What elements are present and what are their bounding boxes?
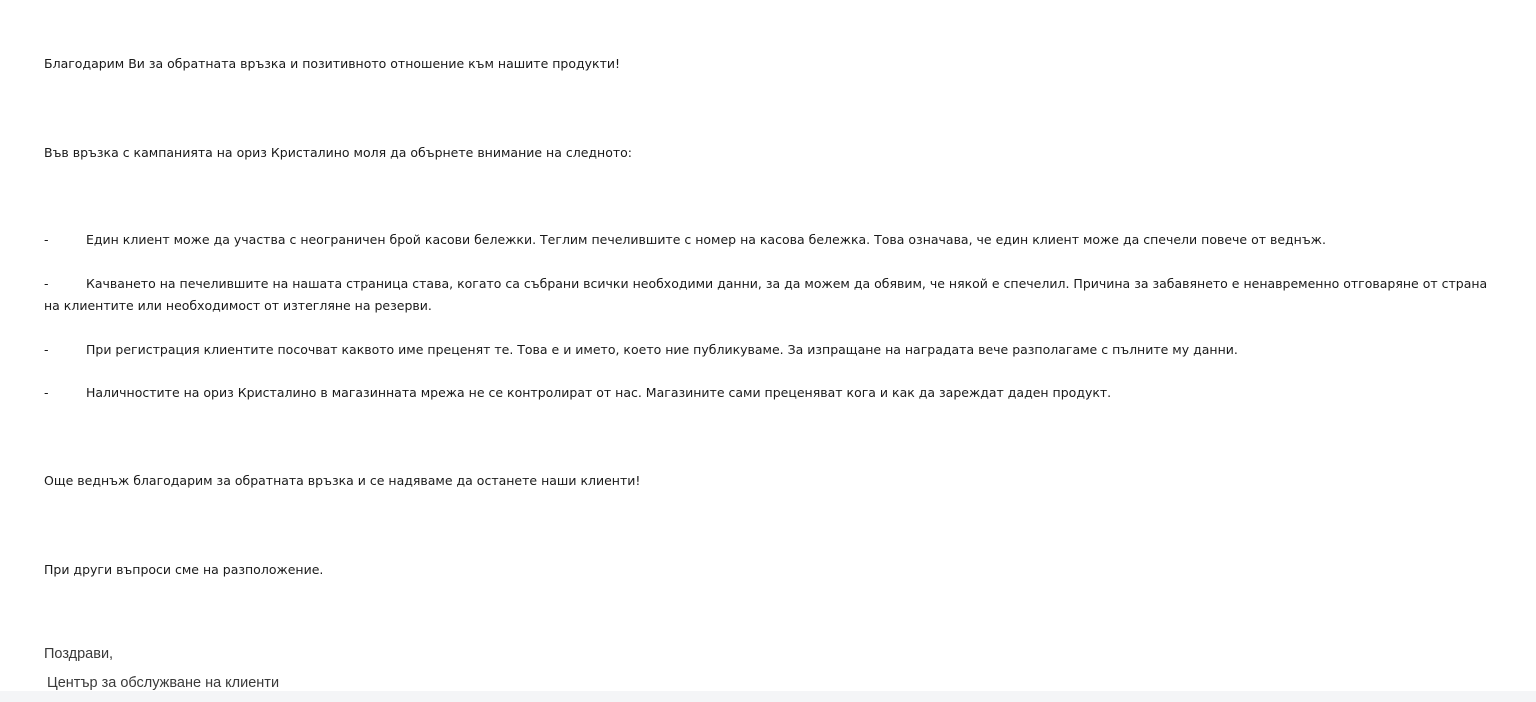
bullet-item — [44, 339, 1504, 361]
bullet-item — [44, 382, 1504, 404]
thanks-again-paragraph: Още веднъж благодарим за обратната връзка и се надяваме да останете наши клиенти! — [44, 473, 641, 488]
bullet-item — [44, 229, 1504, 251]
greeting-paragraph: Благодарим Ви за обратната връзка и позитивното отношение към нашите продукти! — [44, 56, 621, 71]
bullet-marker: - — [44, 385, 49, 400]
bullet-marker: - — [44, 276, 49, 291]
signoff-text: Поздрави, — [44, 646, 114, 662]
bottom-strip — [0, 691, 1536, 702]
bullet-text: Наличностите на ориз Кристалино в магазинната мрежа не се контролират от нас. Магазините сами преценяват кога и как да зареждат даден продукт. — [86, 385, 1112, 400]
bullet-marker: - — [44, 342, 49, 357]
more-questions-paragraph: При други въпроси сме на разположение. — [44, 562, 324, 577]
intro-paragraph: Във връзка с кампанията на ориз Кристалино моля да обърнете внимание на следното: — [44, 145, 632, 160]
bullet-item — [44, 273, 1504, 317]
bullet-marker: - — [44, 232, 49, 247]
bullet-text: При регистрация клиентите посочват каквото име преценят те. Това е и името, което ние публикуваме. За изпращане на наградата вече разполагаме с пълните му данни. — [86, 342, 1238, 357]
signature-team: Център за обслужване на клиенти — [47, 675, 280, 691]
bullet-text: Един клиент може да участва с неограничен брой касови бележки. Теглим печелившите с номер на касова бележка. Това означава, че един клиент може да спечели повече от веднъж. — [86, 232, 1326, 247]
bullet-text: Качването на печелившите на нашата страница става, когато са събрани всички необходими данни, за да можем да обявим, че някой е спечелил. Причина за забавянето е ненавременно отговаряне от страна на клиентите или необходимост от изтегляне на резерви. — [44, 276, 1488, 313]
